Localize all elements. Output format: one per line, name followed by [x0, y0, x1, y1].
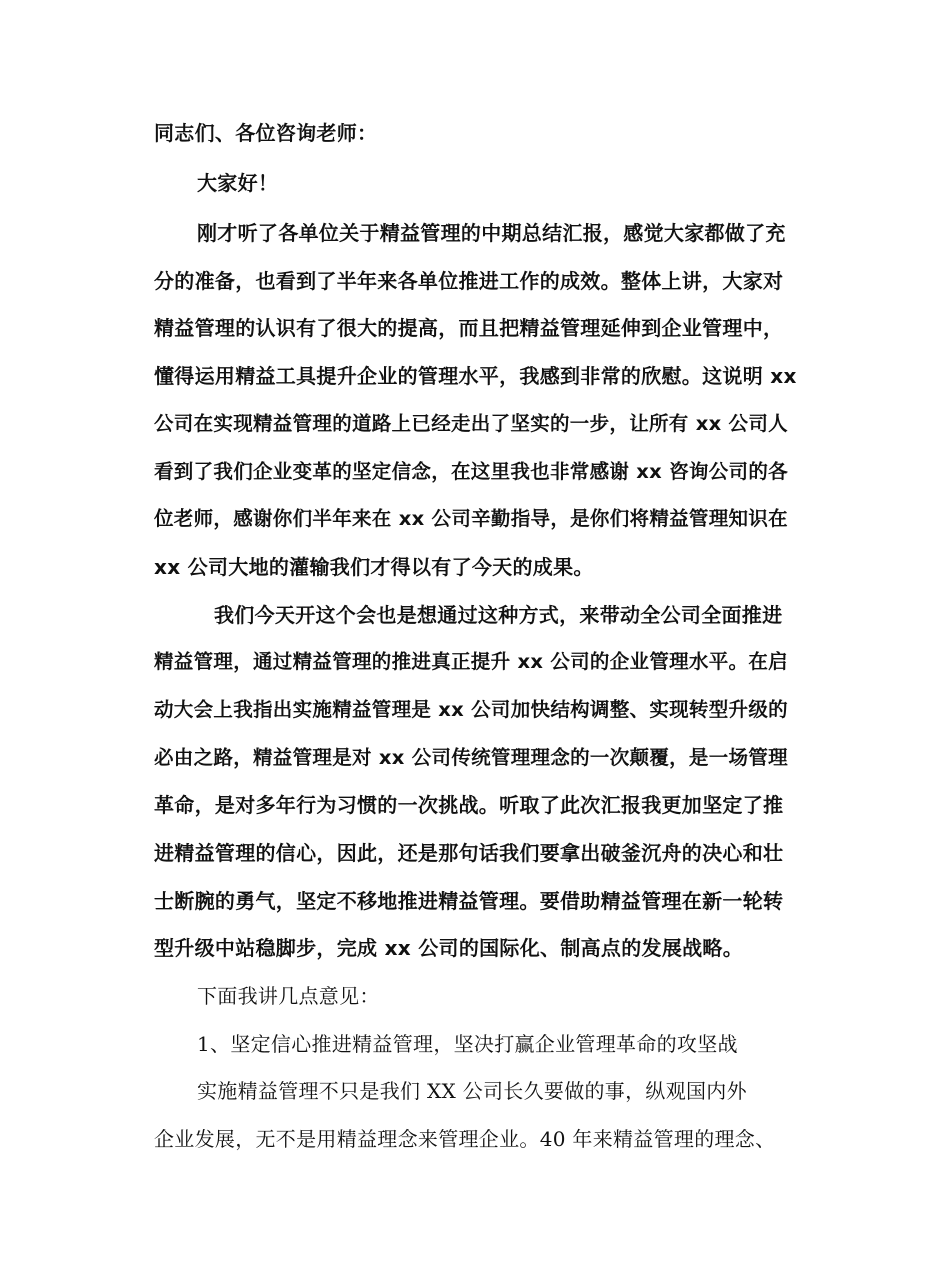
paragraph-1-line-5: 公司在实现精益管理的道路上已经走出了坚实的一步，让所有 xx 公司人 [154, 412, 788, 435]
paragraph-2-line-6: 进精益管理的信心，因此，还是那句话我们要拿出破釜沉舟的决心和壮 [154, 841, 784, 865]
greeting-line: 大家好！ [197, 171, 279, 195]
paragraph-2-line-8: 型升级中站稳脚步，完成 xx 公司的国际化、制高点的发展战略。 [154, 936, 744, 960]
paragraph-2-line-4: 必由之路，精益管理是对 xx 公司传统管理理念的一次颠覆，是一场管理 [154, 746, 788, 769]
salutation-line: 同志们、各位咨询老师： [154, 121, 378, 145]
opinions-intro-line: 下面我讲几点意见： [197, 984, 380, 1008]
paragraph-1-line-1: 刚才听了各单位关于精益管理的中期总结汇报，感觉大家都做了充 [197, 221, 786, 245]
paragraph-2-line-3: 动大会上我指出实施精益管理是 xx 公司加快结构调整、实现转型升级的 [154, 698, 788, 721]
paragraph-2-line-5: 革命，是对多年行为习惯的一次挑战。听取了此次汇报我更加坚定了推 [154, 793, 784, 817]
paragraph-2-line-1: 我们今天开这个会也是想通过这种方式，来带动全公司全面推进 [214, 603, 783, 627]
section-1-line-2: 企业发展，无不是用精益理念来管理企业。40 年来精益管理的理念、 [154, 1127, 776, 1151]
paragraph-1-line-3: 精益管理的认识有了很大的提高，而且把精益管理延伸到企业管理中， [154, 316, 784, 340]
paragraph-1-line-7: 位老师，感谢你们半年来在 xx 公司辛勤指导，是你们将精益管理知识在 [154, 507, 788, 530]
paragraph-1-line-4: 懂得运用精益工具提升企业的管理水平，我感到非常的欣慰。这说明 xx [154, 364, 797, 388]
paragraph-1-line-8: xx 公司大地的灌输我们才得以有了今天的成果。 [154, 555, 594, 579]
section-1-heading: 1、坚定信心推进精益管理，坚决打赢企业管理革命的攻坚战 [197, 1032, 738, 1056]
paragraph-2-line-2: 精益管理，通过精益管理的推进真正提升 xx 公司的企业管理水平。在启 [154, 650, 788, 673]
paragraph-1-line-6: 看到了我们企业变革的坚定信念，在这里我也非常感谢 xx 咨询公司的各 [154, 460, 788, 483]
paragraph-1-line-2: 分的准备，也看到了半年来各单位推进工作的成效。整体上讲，大家对 [154, 269, 784, 293]
section-1-line-1: 实施精益管理不只是我们 XX 公司长久要做的事，纵观国内外 [197, 1079, 747, 1103]
paragraph-2-line-7: 士断腕的勇气，坚定不移地推进精益管理。要借助精益管理在新一轮转 [154, 889, 784, 913]
